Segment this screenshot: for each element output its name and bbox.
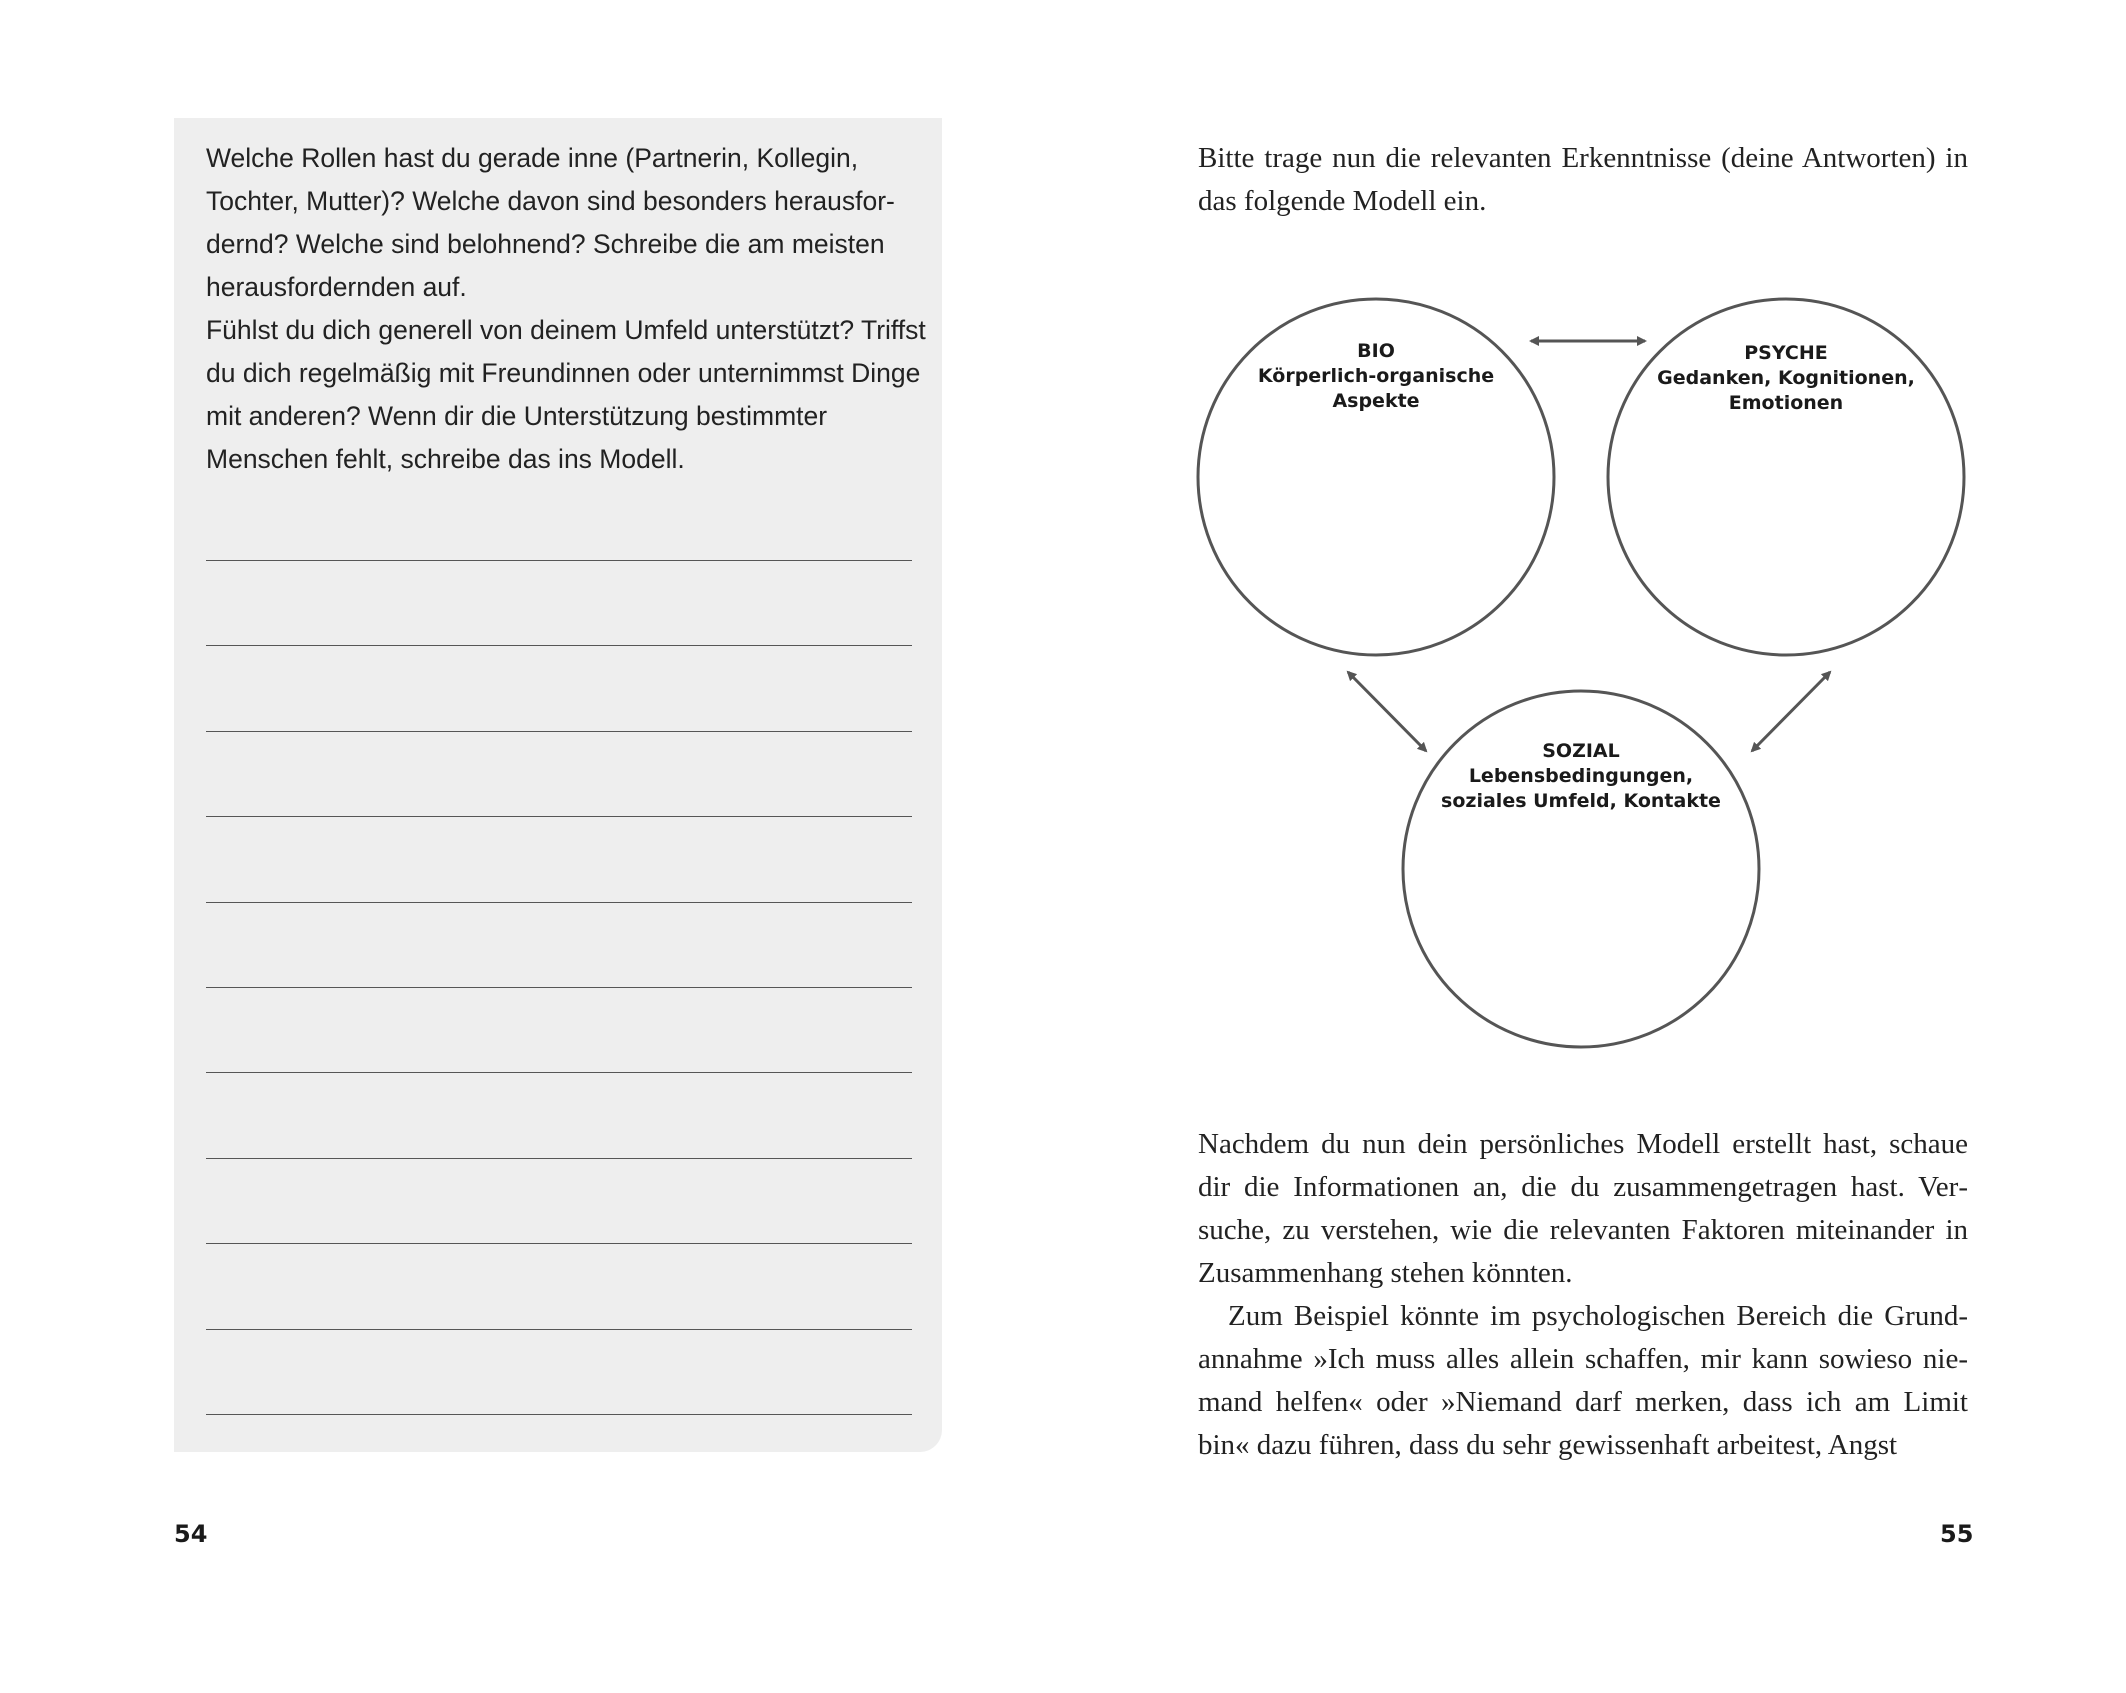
writing-line (206, 1243, 912, 1244)
writing-line (206, 816, 912, 817)
bio-title: BIO (1357, 340, 1395, 362)
writing-lines (206, 0, 912, 1693)
bio-line-2: Aspekte (1332, 390, 1420, 412)
writing-line (206, 731, 912, 732)
psyche-line-2: Emotionen (1728, 392, 1844, 414)
sozial-line-1: Lebensbedingungen, (1468, 765, 1694, 787)
psyche-circle (1608, 299, 1964, 655)
writing-line (206, 987, 912, 988)
bio-circle (1198, 299, 1554, 655)
writing-line (206, 645, 912, 646)
arrow-psyche-sozial (1752, 672, 1830, 751)
exercise-prompt-roles: Welche Rollen hast du gerade inne (Partnerin, Kollegin, Tochter, Mutter)? Welche davon sind besonders herausfordernd? Welche sind belohnend? Schreibe die am meisten herausfordernden auf. (206, 143, 895, 302)
sozial-circle (1403, 691, 1759, 1047)
writing-line (206, 1072, 912, 1073)
body-paragraph-2: Zum Beispiel könnte im psychologischen Bereich die Grundannahme »Ich muss alles allein schaffen, mir kann sowieso niemand helfen« oder »Niemand darf merken, dass ich am Limit bin« dazu führen, dass du sehr gewissenhaft arbeitest, Angst (1198, 1300, 1968, 1461)
biopsychosocial-diagram (1190, 290, 1990, 1060)
diagram-intro-text: Bitte trage nun die relevanten Erkenntnisse (deine Antworten) in das folgende Modell ein. (1198, 142, 1968, 217)
exercise-prompt-support: Fühlst du dich generell von deinem Umfeld unterstützt? Triffst du dich regelmäßig mit Freundinnen oder unternimmst Dinge mit anderen? Wenn dir die Unterstützung bestimmter Menschen fehlt, schreibe das ins Modell. (206, 315, 926, 474)
page-number-left: 54 (174, 1520, 208, 1548)
sozial-title: SOZIAL (1542, 740, 1620, 762)
body-paragraph-1: Nachdem du nun dein persönliches Modell erstellt hast, schaue dir die Informationen an, die du zusammengetragen hast. Versuche, zu verstehen, wie die relevanten Faktoren miteinander in Zusammenhang stehen könnten. (1198, 1128, 1968, 1289)
psyche-title: PSYCHE (1744, 342, 1828, 364)
body-text (1198, 1123, 1968, 1467)
bio-line-1: Körperlich-organische (1257, 365, 1495, 387)
page-number-right: 55 (1940, 1520, 1974, 1548)
writing-line (206, 560, 912, 561)
writing-line (206, 1329, 912, 1330)
writing-line (206, 1414, 912, 1415)
writing-line (206, 902, 912, 903)
diagram-intro (1198, 137, 1968, 223)
sozial-line-2: soziales Umfeld, Kontakte (1441, 790, 1721, 812)
writing-line (206, 1158, 912, 1159)
arrow-bio-sozial (1348, 672, 1426, 751)
psyche-line-1: Gedanken, Kognitionen, (1657, 367, 1915, 389)
